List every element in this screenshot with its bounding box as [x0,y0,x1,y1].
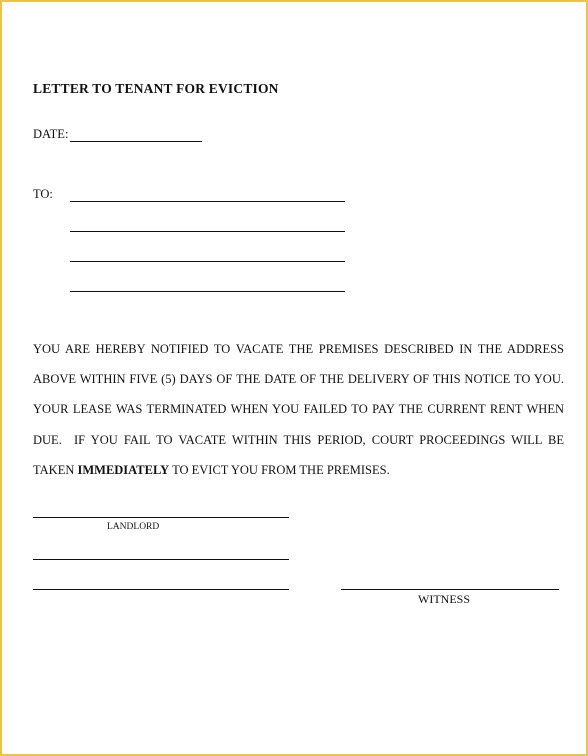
signature-line-3 [33,589,289,590]
landlord-label: LANDLORD [107,522,160,532]
date-label: DATE: [33,127,69,141]
notice-text-start: YOU ARE HEREBY NOTIFIED TO VACATE THE PREMISES DESCRIBED IN THE ADDRESS ABOVE WITHIN FIVE (5) DAYS OF THE DATE OF THE DELIVERY OF THIS NOTICE TO YOU. YOUR LEASE WAS TERMINATED WHEN YOU FAILED TO PAY THE CURRENT RENT WHEN DUE. IF YOU FAIL TO VACATE WITHIN THIS PERIOD, COURT PROCEEDINGS WILL BE TAKEN [33,342,564,477]
notice-emphasis: IMMEDIATELY [77,462,170,477]
to-label: TO: [33,187,53,201]
notice-paragraph [33,334,564,485]
letter-title: LETTER TO TENANT FOR EVICTION [33,81,279,96]
address-line-2 [70,231,345,232]
signature-line-2 [33,559,289,560]
address-line-4 [70,291,345,292]
address-line-1 [70,201,345,202]
landlord-signature-line [33,517,289,518]
date-line [70,141,202,142]
notice-text-end: TO EVICT YOU FROM THE PREMISES. [169,462,390,477]
witness-label: WITNESS [418,592,470,606]
address-line-3 [70,261,345,262]
witness-signature-line [341,589,559,590]
